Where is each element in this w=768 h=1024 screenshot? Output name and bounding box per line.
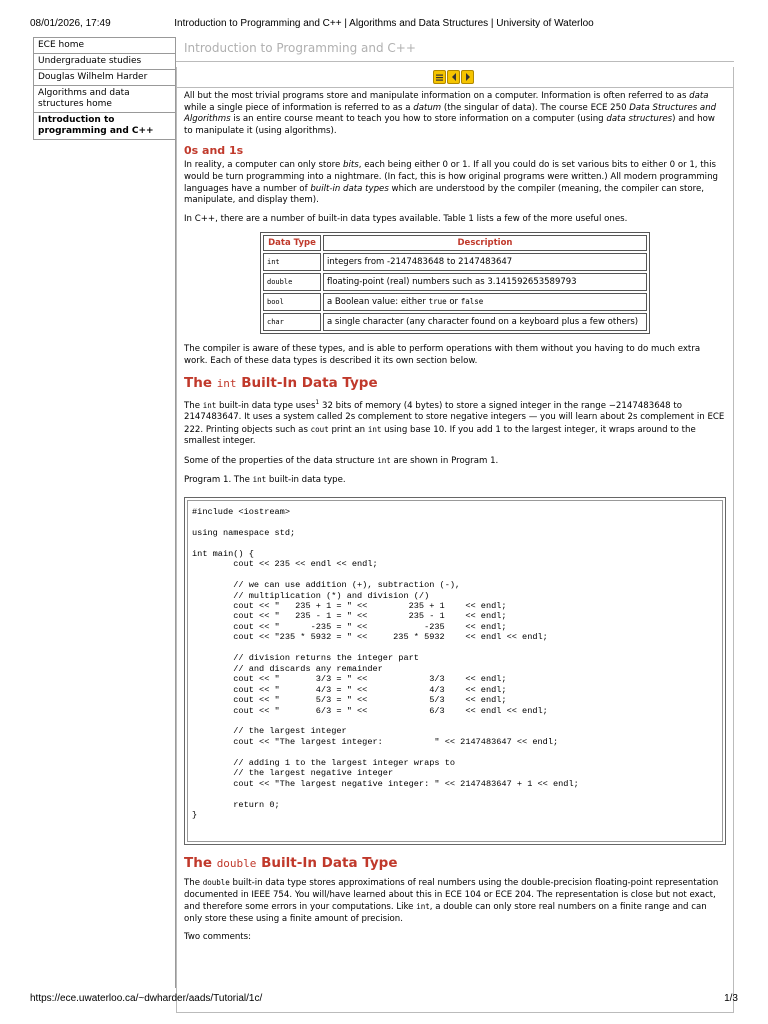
- print-page-title: Introduction to Programming and C++ | Algorithms and Data Structures | University of Waterloo: [174, 18, 594, 29]
- sidebar-item-undergraduate-studies[interactable]: Undergraduate studies: [33, 53, 175, 69]
- description-cell: a single character (any character found on a keyboard plus a few others): [323, 313, 647, 331]
- type-cell: bool: [263, 293, 321, 311]
- print-date: 08/01/2026, 17:49: [30, 18, 111, 29]
- program-code: #include <iostream> using namespace std; int main() { cout << 235 << endl << endl; // we can use addition (+), subtraction (-), // multiplication (*) and division (/) cout << " 235 + 1 = " << 235 + 1 << endl; cout << " 235 - 1 = " << 235 - 1 << endl; cout << " -235 = " << -235 << endl; cout << "235 * 5932 = " << 235 * 5932 << endl << endl; // division returns the integer part // and discards any remainder cout << " 3/3 = " << 3/3 << endl; cout << " 4/3 = " << 4/3 << endl; cout << " 5/3 = " << 5/3 << endl; cout << " 6/3 = " << 6/3 << endl << endl; // the largest integer cout << "The largest integer: " << 2147483647 << endl; // adding 1 to the largest integer wraps to // the largest negative integer cout << "The largest negative integer: " << 2147483647 + 1 << endl; return 0; }: [192, 506, 579, 821]
- section-heading-bits: 0s and 1s: [184, 144, 244, 158]
- sidebar: [33, 37, 176, 988]
- type-cell: double: [263, 273, 321, 291]
- types-intro-paragraph: In C++, there are a number of built-in data types available. Table 1 lists a few of the more useful ones.: [184, 213, 628, 224]
- site-title: Introduction to Programming and C++: [176, 37, 734, 62]
- print-footer: [30, 993, 738, 1007]
- bits-paragraph: In reality, a computer can only store bits, each being either 0 or 1. If all you could do is set various bits to either 0 or 1, this would be turn programming into a nightmare. (In fact, this is how original programs were written.) All modern programming languages have a number of built-in data types which are understood by the compiler (meaning, the compiler can store, manipulate, and display them).: [184, 160, 718, 206]
- table-row: [263, 273, 647, 291]
- code-listing: [184, 497, 726, 845]
- navigation-bar: [176, 67, 734, 88]
- type-cell: char: [263, 313, 321, 331]
- footnote-link[interactable]: 1: [315, 398, 320, 406]
- table-header-description: Description: [323, 235, 647, 251]
- table-row: [263, 253, 647, 271]
- sidebar-item-aads-home[interactable]: Algorithms and data structures home: [33, 85, 175, 112]
- properties-paragraph: Some of the properties of the data structure int are shown in Program 1.: [184, 455, 499, 466]
- main-content: [176, 37, 734, 1013]
- sidebar-item-ece-home[interactable]: ECE home: [33, 37, 175, 53]
- print-url: https://ece.uwaterloo.ca/~dwharder/aads/Tutorial/1c/: [30, 993, 263, 1004]
- type-cell: int: [263, 253, 321, 271]
- section-heading-double: The double Built-In Data Type: [184, 854, 398, 871]
- data-types-table: [260, 232, 650, 334]
- table-row: [263, 313, 647, 331]
- sidebar-item-douglas-harder[interactable]: Douglas Wilhelm Harder: [33, 69, 175, 85]
- description-cell: floating-point (real) numbers such as 3.141592653589793: [323, 273, 647, 291]
- table-row: [263, 293, 647, 311]
- compiler-paragraph: The compiler is aware of these types, and is able to perform operations with them without you having to do much extra work. Each of these data types is described it its own section below.: [184, 344, 701, 366]
- description-cell: integers from -2147483648 to 2147483647: [323, 253, 647, 271]
- comments-paragraph: Two comments:: [184, 932, 252, 943]
- description-cell: a Boolean value: either true or false: [323, 293, 647, 311]
- menu-icon[interactable]: [433, 70, 446, 84]
- table-header-type: Data Type: [263, 235, 321, 251]
- nav-icons: [433, 70, 474, 84]
- section-heading-int: The int Built-In Data Type: [184, 374, 378, 391]
- int-paragraph: The int built-in data type uses$^1$ 32 bits of memory (4 bytes) to store a signed integer in the range −2147483648 to 2147483647. It uses a system called 2s complement to store negative integers — you will learn about 2s complement in ECE 222. Printing objects such as cout print an int using base 10. If you add 1 to the largest integer, it wraps around to the smallest integer.: [184, 398, 725, 447]
- intro-paragraph: All but the most trivial programs store and manipulate information on a computer. Information is often referred to as data while a single piece of information is referred to as a datum (the singular of data). The course ECE 250 Data Structures and Algorithms is an entire course meant to teach you how to store information on a computer (using data structures) and how to manipulate it (using algorithms).: [184, 91, 717, 136]
- sidebar-item-current-page[interactable]: Introduction to programming and C++: [33, 112, 175, 140]
- double-paragraph: The double built-in data type stores approximations of real numbers using the double-precision floating-point representation documented in IEEE 754. You will/have learned about this in ECE 104 or ECE 204. The representation is close but not exact, and therefore some errors in your computations. Like int, a double can only store real numbers on a finite range and can only store these using a finite amount of precision.: [184, 877, 719, 924]
- print-page-number: 1/3: [724, 993, 738, 1004]
- previous-icon[interactable]: [447, 70, 460, 84]
- program-caption: Program 1. The int built-in data type.: [184, 475, 346, 486]
- print-header: [30, 18, 738, 32]
- next-icon[interactable]: [461, 70, 474, 84]
- article: [176, 88, 734, 1013]
